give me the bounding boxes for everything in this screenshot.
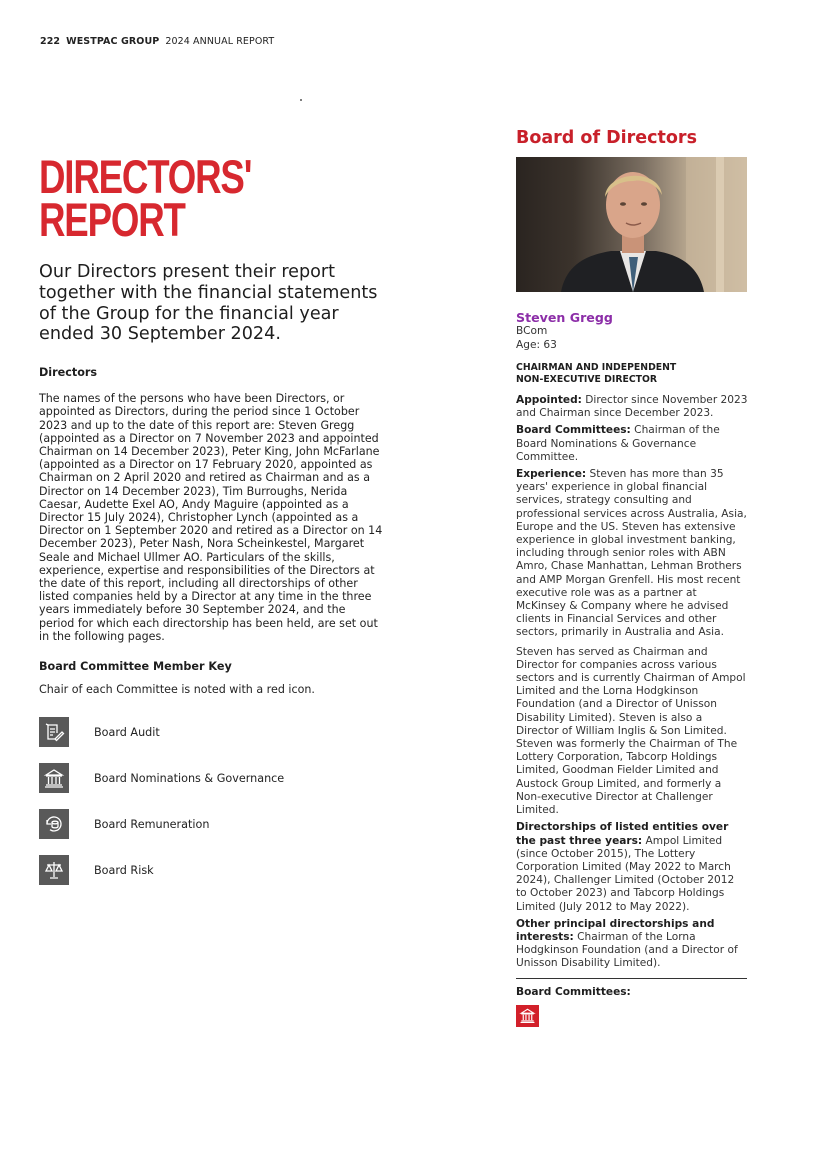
key-label-risk: Board Risk xyxy=(94,863,154,877)
other-label: Other principal directorships and interests: xyxy=(516,917,715,943)
left-column xyxy=(39,150,384,893)
other-directorships-paragraph xyxy=(516,918,748,971)
title-line-1: DIRECTORS' xyxy=(39,150,252,203)
committees-paragraph xyxy=(516,424,748,464)
experience-paragraph xyxy=(516,468,748,640)
committee-key-heading: Board Committee Member Key xyxy=(39,660,232,674)
key-label-audit: Board Audit xyxy=(94,725,160,739)
audit-icon xyxy=(39,717,69,747)
directors-paragraph: The names of the persons who have been Directors, or appointed as Directors, during the period since 1 October 2023 and up to the date of this report are: Steven Gregg (appointed as a Director on 7 November 2023 and appointed Chairman on 14 December 2023), Peter King, John McFarlane (appointed as a Director on 17 February 2020, appointed as Chairman on 2 April 2020 and retired as Chairman and as a Director on 14 December 2023), Tim Burroughs, Nerida Caesar, Audette Exel AO, Andy Maguire (appointed as a Director 15 July 2024), Christopher Lynch (appointed as a Director on 1 September 2020 and retired as a Director on 14 December 2023), Peter Nash, Nora Scheinkestel, Margaret Seale and Michael Ullmer AO. Particulars of the skills, experience, expertise and responsibilities of the Directors at the date of this report, including all directorships of other listed companies held by a Director at any time in the three years immediately before 30 September 2024, and the period for which each directorship has been held, are set out in the following pages. xyxy=(39,392,383,643)
key-item-risk xyxy=(39,847,384,893)
nominations-chair-icon xyxy=(516,1005,539,1027)
director-age: Age: 63 xyxy=(516,338,557,351)
right-column xyxy=(516,128,748,1027)
stray-dot xyxy=(300,99,302,101)
director-photo xyxy=(516,157,747,292)
committee-key-note: Chair of each Committee is noted with a red icon. xyxy=(39,683,315,697)
page-number: 222 xyxy=(40,36,61,47)
report-name: 2024 ANNUAL REPORT xyxy=(165,36,275,47)
intro-text: Our Directors present their report together with the financial statements of the Group for the financial year ended 30 September 2024. xyxy=(39,262,378,345)
experience-text: Steven has more than 35 years' experience in global financial services, strategy consulting and professional services across Australia, Asia, Europe and the US. Steven has extensive experience in global investment banking, including through senior roles with ABN Amro, Chase Manhattan, Lehman Brothers and AMP Morgan Grenfell. His most recent executive role was as a partner at McKinsey & Company where he advised clients in Financial Services and other sectors, primarily in Australia and Asia. xyxy=(516,468,747,639)
divider xyxy=(516,978,747,979)
director-qualification: BCom xyxy=(516,325,548,337)
key-item-remuneration xyxy=(39,801,384,847)
page-header xyxy=(40,36,274,47)
key-label-remuneration: Board Remuneration xyxy=(94,817,210,831)
board-of-directors-title: Board of Directors xyxy=(516,128,697,148)
role-line-1: CHAIRMAN AND INDEPENDENT xyxy=(516,362,677,373)
directors-heading: Directors xyxy=(39,366,98,380)
key-label-nominations: Board Nominations & Governance xyxy=(94,771,285,785)
directorships-label: Directorships of listed entities over the past three years: xyxy=(516,821,729,847)
appointed-paragraph xyxy=(516,394,748,420)
remuneration-icon xyxy=(39,809,69,839)
key-item-nominations xyxy=(39,755,384,801)
directorships-text: Ampol Limited (since October 2015), The Lottery Corporation Limited (May 2022 to March 2024), Challenger Limited (October 2012 to October 2023) and Tabcorp Holdings Limited (July 2012 to May 2022). xyxy=(516,834,735,913)
company-name: WESTPAC GROUP xyxy=(66,36,160,47)
page-title xyxy=(39,150,382,246)
committees-text: Chairman of the Board Nominations & Governance Committee. xyxy=(516,424,720,463)
title-line-2: REPORT xyxy=(39,193,185,246)
committee-key-list xyxy=(39,709,384,893)
director-role xyxy=(516,362,748,386)
experience-label: Experience: xyxy=(516,468,587,481)
nominations-icon xyxy=(39,763,69,793)
board-committees-label: Board Committees: xyxy=(516,985,631,998)
key-item-audit xyxy=(39,709,384,755)
committees-label: Board Committees: xyxy=(516,424,631,437)
directorships-paragraph xyxy=(516,821,748,913)
other-text: Chairman of the Lorna Hodgkinson Foundation (and a Director of Unisson Disability Limited). xyxy=(516,930,738,970)
director-name: Steven Gregg xyxy=(516,310,613,325)
appointed-text: Director since November 2023 and Chairman since December 2023. xyxy=(516,394,748,420)
role-line-2: NON-EXECUTIVE DIRECTOR xyxy=(516,374,658,385)
risk-icon xyxy=(39,855,69,885)
experience-paragraph-2: Steven has served as Chairman and Director for companies across various sectors and is currently Chairman of Ampol Limited and the Lorna Hodgkinson Foundation (and a Director of Unisson Disability Limited). Steven is also a Director of William Inglis & Son Limited. Steven was formerly the Chairman of The Lottery Corporation, Tabcorp Holdings Limited, Goodman Fielder Limited and Austock Group Limited, and formerly a Non-executive Director at Challenger Limited. xyxy=(516,645,746,817)
appointed-label: Appointed: xyxy=(516,394,582,406)
